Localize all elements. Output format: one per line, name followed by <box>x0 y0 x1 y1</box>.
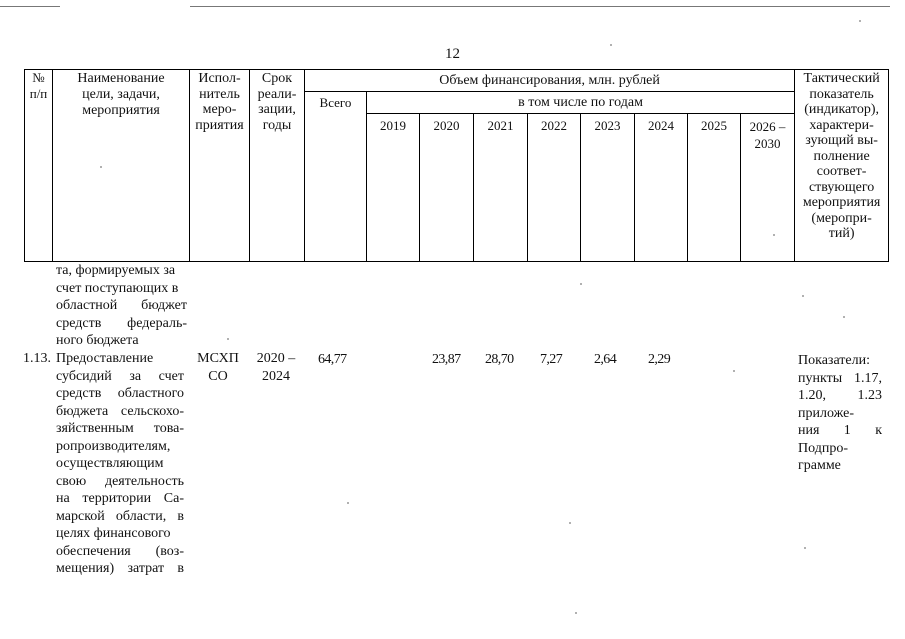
header-year-2026-2030: 2026 – 2030 <box>741 114 795 262</box>
header-year-2020: 2020 <box>420 114 474 262</box>
continuation-line: счет поступающих в <box>56 280 179 296</box>
scan-speck <box>733 370 735 372</box>
header-executor-line: меро- <box>202 102 237 117</box>
continuation-line: областной бюджет <box>56 298 187 313</box>
continuation-line: та, формируемых за <box>56 263 176 278</box>
header-year-2021: 2021 <box>474 114 528 262</box>
header-year-2022: 2022 <box>528 114 581 262</box>
row-name-line: обеспечения (воз- <box>56 543 184 559</box>
row-value-2024: 2,29 <box>648 352 671 367</box>
header-indicator-line: (меропри- <box>811 210 872 226</box>
header-indicator-line: характери- <box>809 117 874 133</box>
row-executor <box>192 350 244 385</box>
row-name-line: бюджета сельскохо- <box>56 403 184 419</box>
header-indicator-line: Тактический <box>803 71 880 86</box>
row-indicator-line: 1.20, 1.23 <box>798 388 882 403</box>
row-indicator <box>798 352 882 475</box>
header-term-line: зации, <box>258 102 296 117</box>
financing-table-header <box>24 69 889 262</box>
row-value-2020: 23,87 <box>432 352 461 367</box>
header-term-line: Срок <box>261 71 293 86</box>
row-term-line: 2024 <box>262 368 290 384</box>
scan-edge-line <box>190 6 890 7</box>
header-total: Всего <box>305 92 367 262</box>
header-term-line: реали- <box>257 86 297 102</box>
row-value-2021: 28,70 <box>485 352 514 367</box>
header-indicator-line: полнение <box>813 148 870 164</box>
header-year-2023: 2023 <box>581 114 635 262</box>
header-name-line: цели, задачи, <box>82 87 160 102</box>
row-number: 1.13. <box>23 351 51 366</box>
header-term-line: годы <box>262 117 292 133</box>
header-by-years: в том числе по годам <box>367 92 795 114</box>
row-name-line: мещения) затрат в <box>56 561 184 576</box>
row-term <box>250 350 302 385</box>
scan-speck <box>575 612 577 614</box>
header-indicator-line: ствующего <box>808 179 875 195</box>
row-name-line: Предоставление <box>56 351 154 366</box>
row-executor-line: СО <box>208 368 228 384</box>
row-name-line: осуществляющим <box>56 456 164 471</box>
header-indicator-line: мероприятия <box>802 195 881 210</box>
header-indicator-line: тий) <box>828 226 855 241</box>
scan-speck <box>580 283 582 285</box>
header-indicator-line: (индикатор), <box>804 102 880 117</box>
row-name-line: средств областного <box>56 386 184 401</box>
row-name-line: марской области, в <box>56 508 184 524</box>
row-value-2023: 2,64 <box>594 352 617 367</box>
row-executor-line: МСХП <box>197 351 239 366</box>
header-indicator-line: показатель <box>809 86 874 102</box>
scan-speck <box>569 522 571 524</box>
row-indicator-line: Подпро- <box>798 440 848 456</box>
continuation-line: средств федераль- <box>56 315 187 331</box>
header-number-label: № п/п <box>29 70 48 101</box>
header-indicator <box>795 70 889 262</box>
header-executor-line: приятия <box>195 117 244 133</box>
row-indicator-line: приложе- <box>798 405 854 421</box>
header-year-2025: 2025 <box>688 114 741 262</box>
header-number <box>25 70 53 262</box>
row-indicator-line: ния 1 к <box>798 423 882 438</box>
scan-speck <box>802 295 804 297</box>
header-term <box>250 70 305 262</box>
row-name-line: на территории Са- <box>56 491 184 506</box>
row-indicator-line: грамме <box>798 458 841 473</box>
page-number: 12 <box>445 46 460 62</box>
row-name-line: субсидий за счет <box>56 368 184 384</box>
row-value-2022: 7,27 <box>540 352 563 367</box>
row-name-line: зяйственным това- <box>56 421 184 436</box>
row-name <box>56 350 184 578</box>
continuation-text <box>56 262 187 350</box>
continuation-line: ного бюджета <box>56 333 139 348</box>
header-indicator-line: соответ- <box>816 164 867 179</box>
header-name-line: мероприятия <box>82 103 160 118</box>
scan-speck <box>347 502 349 504</box>
header-year-2019: 2019 <box>367 114 420 262</box>
scan-edge-line <box>0 6 60 7</box>
row-indicator-line: Показатели: <box>798 353 870 368</box>
scan-speck <box>843 316 845 318</box>
header-indicator-line: зующий вы- <box>805 133 878 148</box>
scan-speck <box>804 547 806 549</box>
row-name-line: ропроизводителям, <box>56 438 171 454</box>
row-term-line: 2020 – <box>256 351 296 366</box>
row-name-line: свою деятельность <box>56 473 184 489</box>
scan-speck <box>859 20 861 22</box>
header-executor-line: Испол- <box>198 71 241 86</box>
row-indicator-line: пункты 1.17, <box>798 370 882 386</box>
header-executor-line: нитель <box>199 86 240 102</box>
row-name-line: целях финансового <box>56 526 171 541</box>
header-name <box>53 70 190 262</box>
header-name-line: Наименование <box>77 71 165 86</box>
header-year-2024: 2024 <box>635 114 688 262</box>
row-total: 64,77 <box>318 352 347 367</box>
scan-speck <box>227 338 229 340</box>
header-executor <box>190 70 250 262</box>
header-funding: Объем финансирования, млн. рублей <box>305 70 795 92</box>
